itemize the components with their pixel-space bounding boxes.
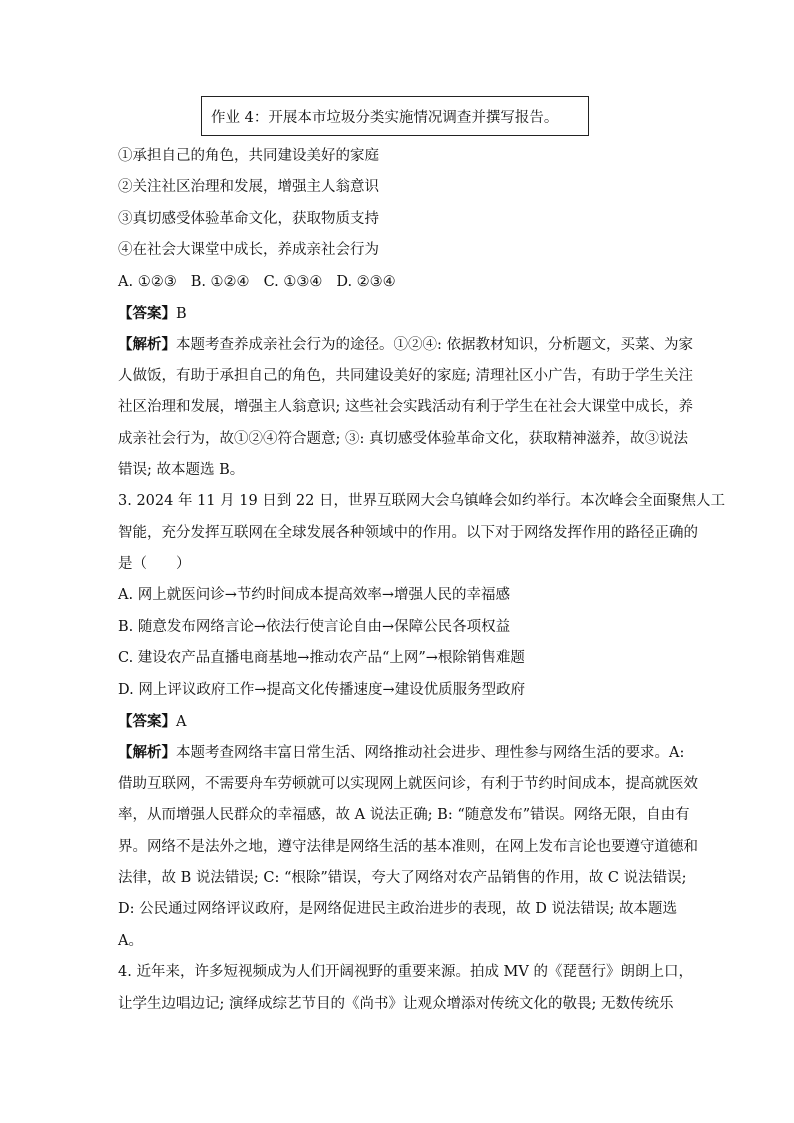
assignment-box xyxy=(201,96,589,136)
document-body xyxy=(118,141,725,1020)
analysis-text: 本题考查网络丰富日常生活、网络推动社会进步、理性参与网络生活的要求。A: xyxy=(176,745,685,762)
q2-options xyxy=(118,267,684,298)
answer-value: B xyxy=(176,305,187,322)
q3-analysis-line: D: 公民通过网络评议政府，是网络促进民主政治进步的表现，故 D 说法错误; 故本题选 xyxy=(118,901,677,918)
q3-option-d: D. 网上评议政府工作→提高文化传播速度→建设优质服务型政府 xyxy=(118,681,526,698)
answer-value: A xyxy=(176,714,187,731)
statement-1: ①承担自己的角色，共同建设美好的家庭 xyxy=(118,148,379,164)
q3-answer xyxy=(118,706,684,737)
q2-option-c: C. ①③④ xyxy=(263,273,323,290)
q3-analysis-line: 界。网络不是法外之地，遵守法律是网络生活的基本准则，在网上发布言论也要遵守道德和 xyxy=(118,838,698,855)
q2-analysis-line: 成亲社会行为，故①②④符合题意; ③: 真切感受体验革命文化，获取精神滋养，故③说法 xyxy=(118,430,688,447)
q3-analysis-line: 借助互联网，不需要舟车劳顿就可以实现网上就医问诊，有利于节约时间成本，提高就医效 xyxy=(118,775,698,792)
q3-stem-line: 3. 2024 年 11 月 19 日到 22 日，世界互联网大会乌镇峰会如约举行。本次峰会全面聚焦人工 xyxy=(118,493,725,510)
q3-stem-line: 智能，充分发挥互联网在全球发展各种领域中的作用。以下对于网络发挥作用的路径正确的 xyxy=(118,524,698,541)
q3-analysis-line: A。 xyxy=(118,932,143,949)
answer-tag: 【答案】 xyxy=(118,304,176,322)
statement-3: ③真切感受体验革命文化，获取物质支持 xyxy=(118,210,379,227)
assignment-text: 作业 4：开展本市垃圾分类实施情况调查并撰写报告。 xyxy=(211,109,559,126)
q2-option-a: A. ①②③ xyxy=(118,273,177,290)
q3-option-c: C. 建设农产品直播电商基地→推动农产品“上网”→根除销售难题 xyxy=(118,650,525,667)
q2-option-d: D. ②③④ xyxy=(336,273,396,290)
q2-option-b: B. ①②④ xyxy=(190,273,250,290)
q2-answer xyxy=(118,298,684,329)
answer-tag: 【答案】 xyxy=(118,713,176,731)
analysis-tag: 【解析】 xyxy=(118,336,176,354)
q3-analysis-line: 率，从而增强人民群众的幸福感，故 A 说法正确; B: “随意发布”错误。网络无限，自由有 xyxy=(118,807,690,824)
q2-analysis-line: 人做饭，有助于承担自己的角色，共同建设美好的家庭; 清理社区小广告，有助于学生关注 xyxy=(118,367,693,384)
q3-option-a: A. 网上就医问诊→节约时间成本提高效率→增强人民的幸福感 xyxy=(118,587,510,604)
q4-stem-line: 4. 近年来，许多短视频成为人们开阔视野的重要来源。拍成 MV 的《琵琶行》朗朗上口， xyxy=(118,964,693,981)
q3-analysis-line: 法律，故 B 说法错误; C: “根除”错误，夸大了网络对农产品销售的作用，故 C 说法错误; xyxy=(118,869,687,886)
q2-analysis-line: 错误; 故本题选 B。 xyxy=(118,461,245,478)
q3-option-b: B. 随意发布网络言论→依法行使言论自由→保障公民各项权益 xyxy=(118,618,511,635)
q2-analysis-line: 社区治理和发展，增强主人翁意识; 这些社会实践活动有利于学生在社会大课堂中成长，养 xyxy=(118,399,693,416)
q2-analysis-line xyxy=(118,329,693,360)
statement-2: ②关注社区治理和发展，增强主人翁意识 xyxy=(118,179,379,196)
analysis-tag: 【解析】 xyxy=(118,744,176,762)
statement-4: ④在社会大课堂中成长，养成亲社会行为 xyxy=(118,242,379,259)
analysis-text: 本题考查养成亲社会行为的途径。①②④: 依据教材知识，分析题文，买菜、为家 xyxy=(176,337,693,354)
q3-analysis-line xyxy=(118,737,684,768)
q3-stem-line: 是（ ） xyxy=(118,556,191,573)
q4-stem-line: 让学生边唱边记; 演绎成综艺节目的《尚书》让观众增添对传统文化的敬畏; 无数传统乐 xyxy=(118,995,674,1012)
